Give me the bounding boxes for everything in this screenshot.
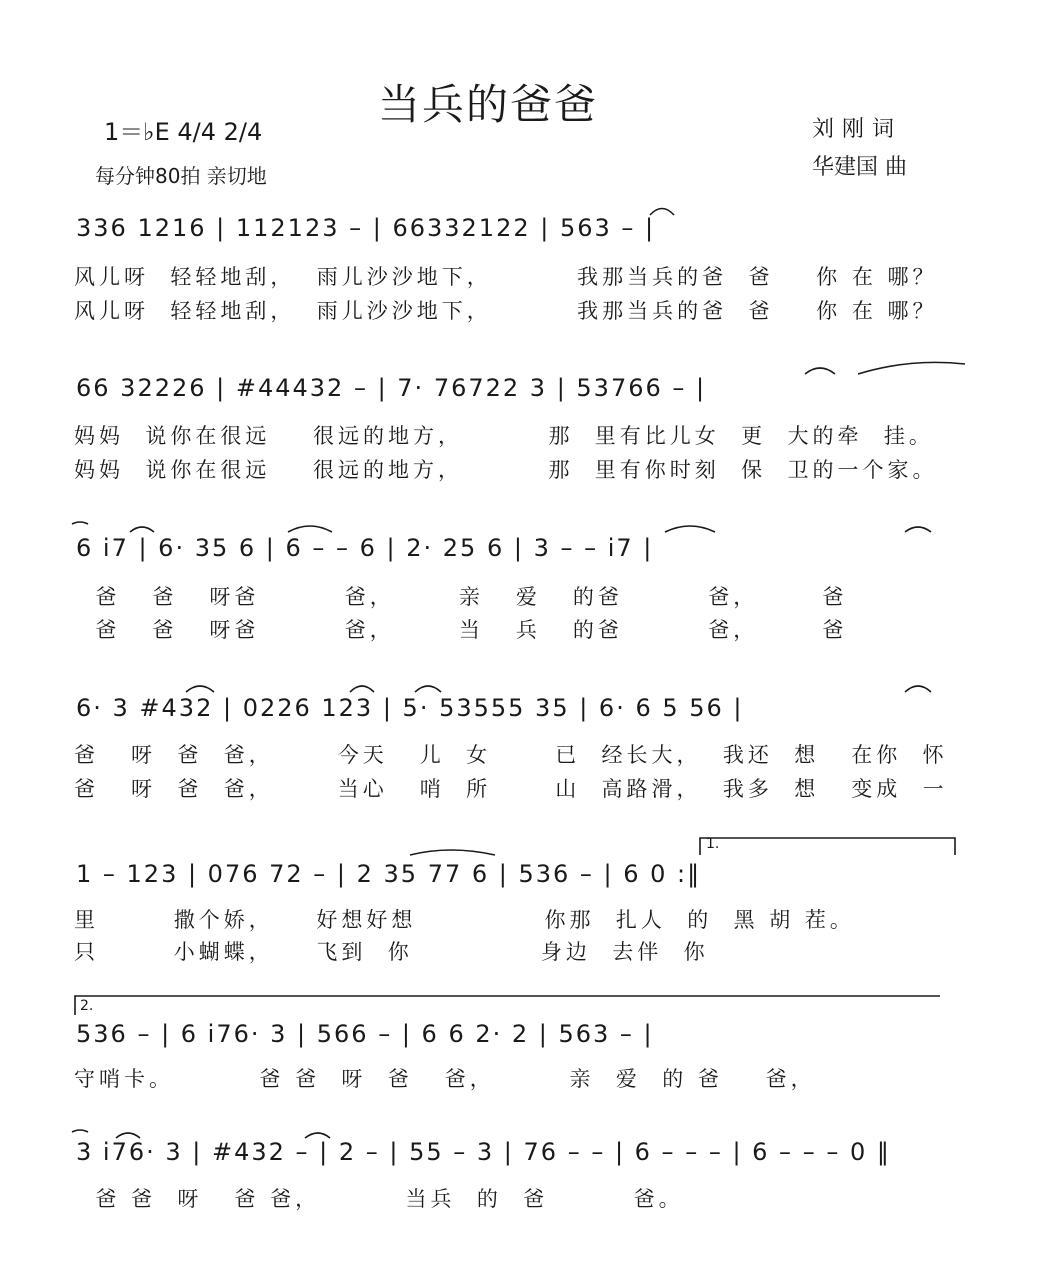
lyric-line-6: 守哨卡。 爸 爸 呀 爸 爸， 亲 爱 的 爸 爸，	[74, 1067, 816, 1091]
lyric-line-1-verse-1: 风儿呀 轻轻地刮， 雨儿沙沙地下， 我那当兵的爸 爸 你 在 哪？	[74, 265, 938, 289]
notation-line-1: 336 1216 | 112123 – | 66332122 | 563 – |	[76, 214, 656, 242]
lyric-line-4-verse-2: 爸 呀 爸 爸， 当心 哨 所 山 高路滑， 我多 想 变成 一	[74, 777, 948, 801]
lyric-line-2-verse-2: 妈妈 说你在很远 很远的地方， 那 里有你时刻 保 卫的一个家。	[74, 458, 938, 482]
notation-line-3: 6 i7 | 6· 35 6 | 6 – – 6 | 2· 25 6 | 3 – – i7 |	[76, 534, 654, 562]
key-signature: 1＝♭E 4/4 2/4	[104, 118, 263, 146]
lyric-line-3-verse-1: 爸 爸 呀爸 爸， 亲 爱 的爸 爸， 爸	[74, 585, 848, 609]
lyric-line-5-verse-2: 只 小蝴蝶， 飞到 你 身边 去伴 你	[74, 940, 709, 964]
tempo-marking: 每分钟80拍 亲切地	[95, 164, 267, 188]
notation-line-7: 3 i76· 3 | #432 – | 2 – | 55 – 3 | 76 – – | 6 – – – | 6 – – – 0 ‖	[76, 1138, 891, 1166]
notation-line-6: 536 – | 6 i76· 3 | 566 – | 6 6 2· 2 | 563 – |	[76, 1020, 654, 1048]
volta-1-label: 1.	[706, 836, 720, 852]
page-title: 当兵的爸爸	[378, 80, 599, 129]
lyric-line-4-verse-1: 爸 呀 爸 爸， 今天 儿 女 已 经长大， 我还 想 在你 怀	[74, 743, 948, 767]
composer-credit: 华建国 曲	[812, 155, 907, 180]
lyric-line-1-verse-2: 风儿呀 轻轻地刮， 雨儿沙沙地下， 我那当兵的爸 爸 你 在 哪？	[74, 299, 938, 323]
notation-line-5: 1 – 123 | 076 72 – | 2 35 77 6 | 536 – | 6 0 :‖	[76, 860, 702, 888]
lyric-line-5-verse-1: 里 撒个娇， 好想好想 你那 扎人 的 黑 胡 茬。	[74, 908, 855, 932]
lyric-line-7: 爸 爸 呀 爸 爸， 当兵 的 爸 爸。	[74, 1187, 684, 1211]
volta-2-label: 2.	[80, 998, 94, 1014]
notation-line-2: 66 32226 | #44432 – | 7· 76722 3 | 53766 – |	[76, 374, 707, 402]
notation-line-4: 6· 3 #432 | 0226 123 | 5· 53555 35 | 6· 6 5 56 |	[76, 694, 744, 722]
lyricist-credit: 刘刚词	[812, 117, 903, 142]
lyric-line-3-verse-2: 爸 爸 呀爸 爸， 当 兵 的爸 爸， 爸	[74, 618, 848, 642]
lyric-line-2-verse-1: 妈妈 说你在很远 很远的地方， 那 里有比儿女 更 大的牵 挂。	[74, 424, 934, 448]
